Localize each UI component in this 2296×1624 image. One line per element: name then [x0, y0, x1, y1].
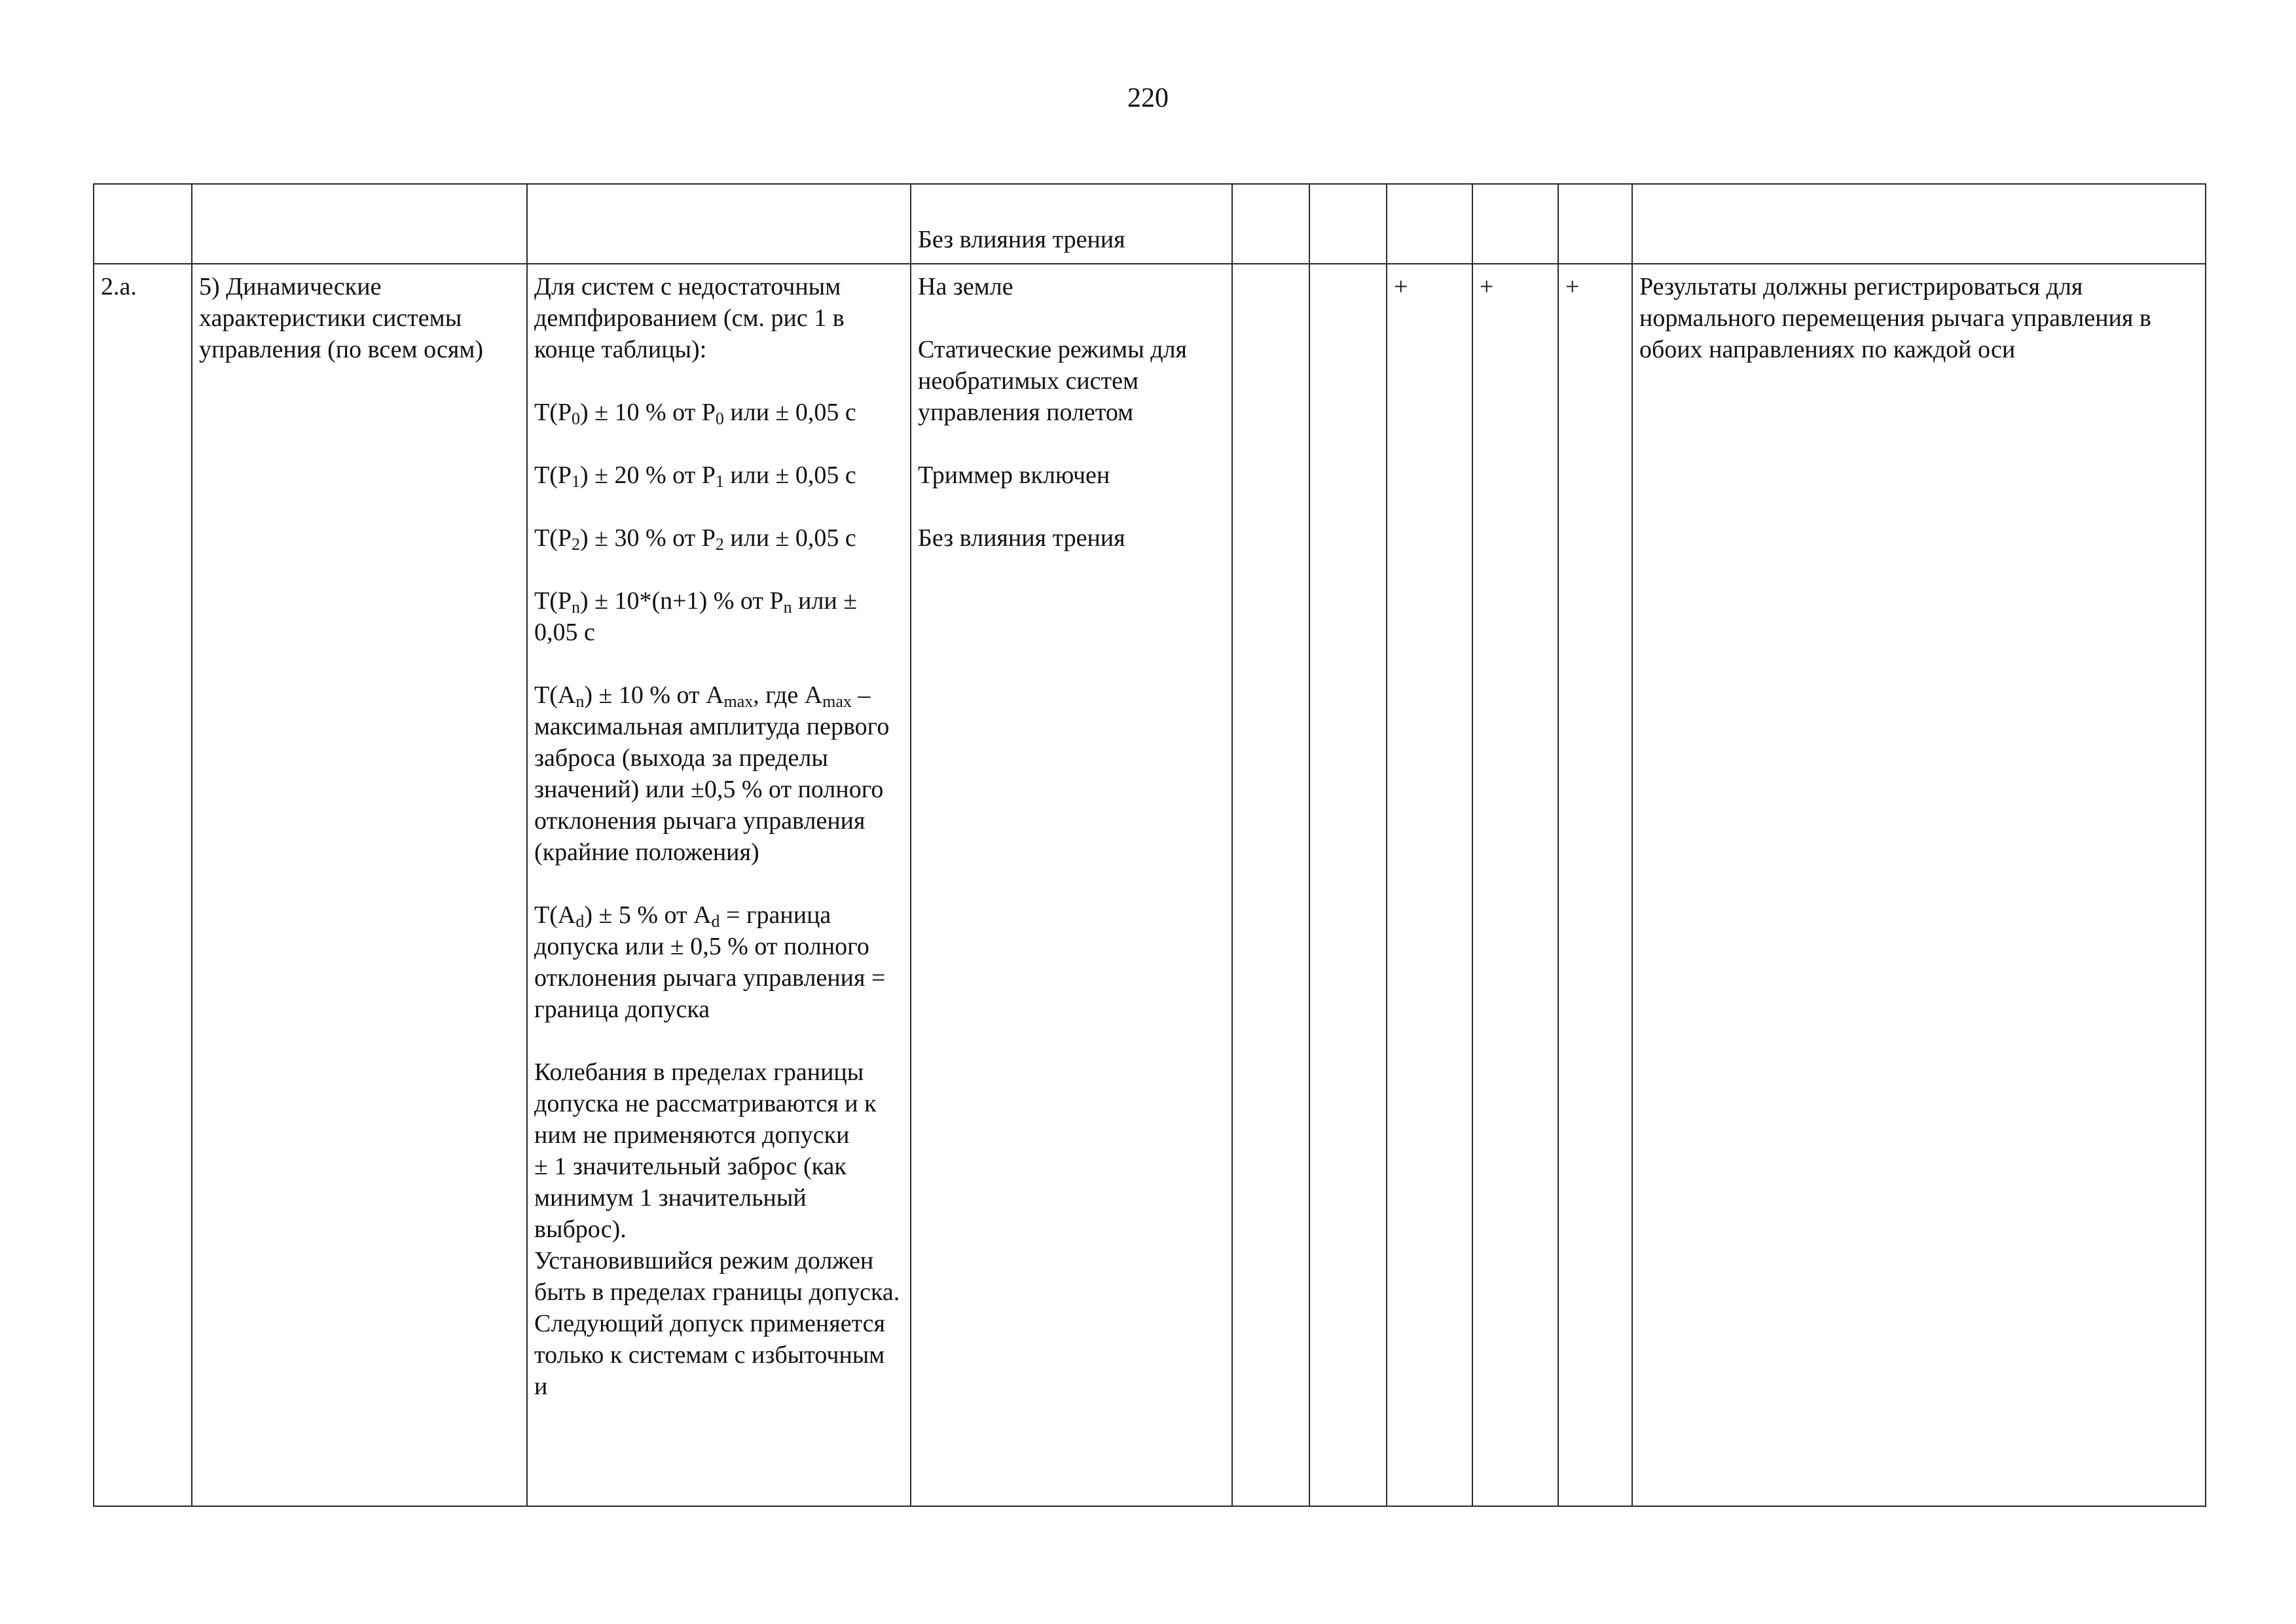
header-cell-notes — [1632, 184, 2206, 264]
condition-friction: Без влияния трения — [918, 524, 1125, 552]
tolerance-intro: Для систем с недостаточным демпфированием (см. рис 1 в конце таблицы): — [534, 273, 845, 363]
row-mark-1: + — [1387, 264, 1472, 1506]
tolerance-pn: $T(P_n) \pm 10*(n+1)$ % от $P_n$ или ± 0,05 с — [534, 587, 858, 646]
table-row — [94, 264, 2206, 1506]
row-mark-3: + — [1558, 264, 1632, 1506]
header-cell-conditions: Без влияния трения — [911, 184, 1232, 264]
row-number: 2.a. — [94, 264, 192, 1506]
row-notes: Результаты должны регистрироваться для нормального перемещения рычага управления в обоих направлениях по каждой оси — [1632, 264, 2206, 1506]
row-col-b — [1309, 264, 1387, 1506]
header-cell-tolerance — [527, 184, 911, 264]
row-title: 5) Динамические характеристики системы управления (по всем осям) — [192, 264, 527, 1506]
header-cell-a — [1232, 184, 1309, 264]
condition-trim: Триммер включен — [918, 461, 1110, 489]
tolerance-steady: Установившийся режим должен быть в пределах границы допуска. — [534, 1247, 900, 1306]
tolerance-p0: $T(P_0) \pm 10$ % от $P_0$ или ± 0,05 с — [534, 399, 856, 428]
header-cell-d — [1472, 184, 1558, 264]
requirements-table — [93, 183, 2206, 1507]
header-cell-num — [94, 184, 192, 264]
tolerance-an: $T(A_n) \pm 10$ % от $A_{max}$, где $A_{max}$ – максимальная амплитуда первого заброса (выхода за пределы значений) или ±0,5 % от полного отклонения рычага управления (крайние положения) — [534, 681, 890, 866]
tolerance-p1: $T(P_1) \pm 20$ % от $P_1$ или ± 0,05 с — [534, 461, 856, 491]
row-tolerances — [527, 264, 911, 1506]
header-cell-e — [1558, 184, 1632, 264]
row-conditions — [911, 264, 1232, 1506]
page-number: 220 — [1127, 83, 1169, 113]
header-cell-b — [1309, 184, 1387, 264]
condition-static: Статические режимы для необратимых систем управления полетом — [918, 336, 1188, 426]
tolerance-next: Следующий допуск применяется только к системам с избыточным и — [534, 1310, 886, 1400]
table-header-row — [94, 184, 2206, 264]
row-col-a — [1232, 264, 1309, 1506]
header-cell-title — [192, 184, 527, 264]
tolerance-p2: $T(P_2) \pm 30$ % от $P_2$ или ± 0,05 с — [534, 524, 856, 554]
tolerance-ad: $T(A_d) \pm 5$ % от $A_d$ = граница допуска или ± 0,5 % от полного отклонения рычага управления = граница допуска — [534, 901, 886, 1023]
condition-ground: На земле — [918, 273, 1013, 300]
row-mark-2: + — [1472, 264, 1558, 1506]
header-cell-c — [1387, 184, 1472, 264]
tolerance-oscillation: Колебания в пределах границы допуска не рассматриваются и к ним не применяются допуски — [534, 1058, 877, 1149]
tolerance-overshoot: ± 1 значительный заброс (как минимум 1 значительный выброс). — [534, 1153, 847, 1243]
